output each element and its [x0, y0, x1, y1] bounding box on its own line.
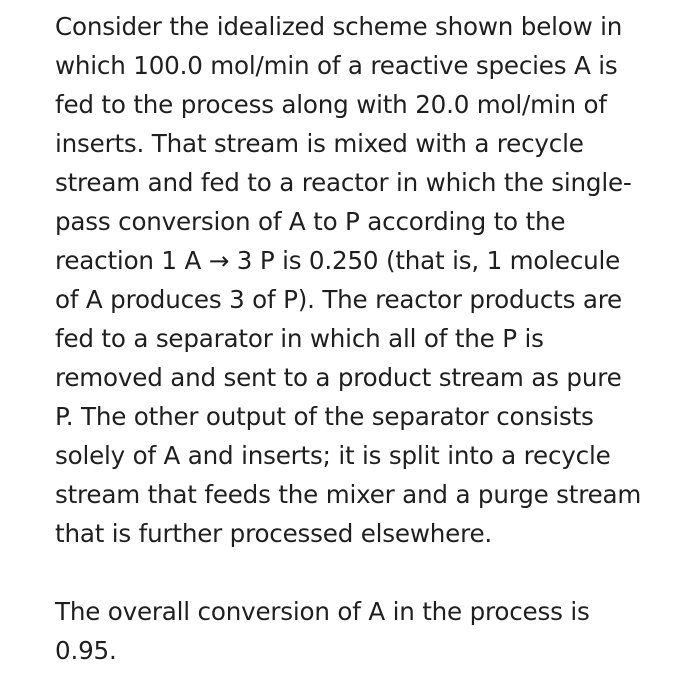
text-line: removed and sent to a product stream as pure	[55, 363, 622, 392]
text-line: of A produces 3 of P). The reactor products are	[55, 285, 622, 314]
text-line: pass conversion of A to P according to the	[55, 207, 566, 236]
paragraph-gap	[55, 553, 665, 592]
text-line: fed to a separator in which all of the P is	[55, 324, 544, 353]
text-line: fed to the process along with 20.0 mol/min of	[55, 90, 607, 119]
problem-text	[55, 7, 665, 670]
text-line: stream that feeds the mixer and a purge stream	[55, 480, 642, 509]
text-line: The overall conversion of A in the process is	[55, 597, 590, 626]
text-line: which 100.0 mol/min of a reactive species A is	[55, 51, 618, 80]
text-line: that is further processed elsewhere.	[55, 519, 493, 548]
text-line: Consider the idealized scheme shown below in	[55, 12, 623, 41]
text-line: 0.95.	[55, 636, 117, 665]
text-line: reaction 1 A → 3 P is 0.250 (that is, 1 molecule	[55, 246, 621, 275]
text-line: stream and fed to a reactor in which the single-	[55, 168, 632, 197]
text-line: inserts. That stream is mixed with a recycle	[55, 129, 584, 158]
problem-description-paragraph	[55, 7, 665, 553]
overall-conversion-paragraph	[55, 592, 665, 670]
text-line: P. The other output of the separator consists	[55, 402, 594, 431]
text-line: solely of A and inserts; it is split into a recycle	[55, 441, 611, 470]
